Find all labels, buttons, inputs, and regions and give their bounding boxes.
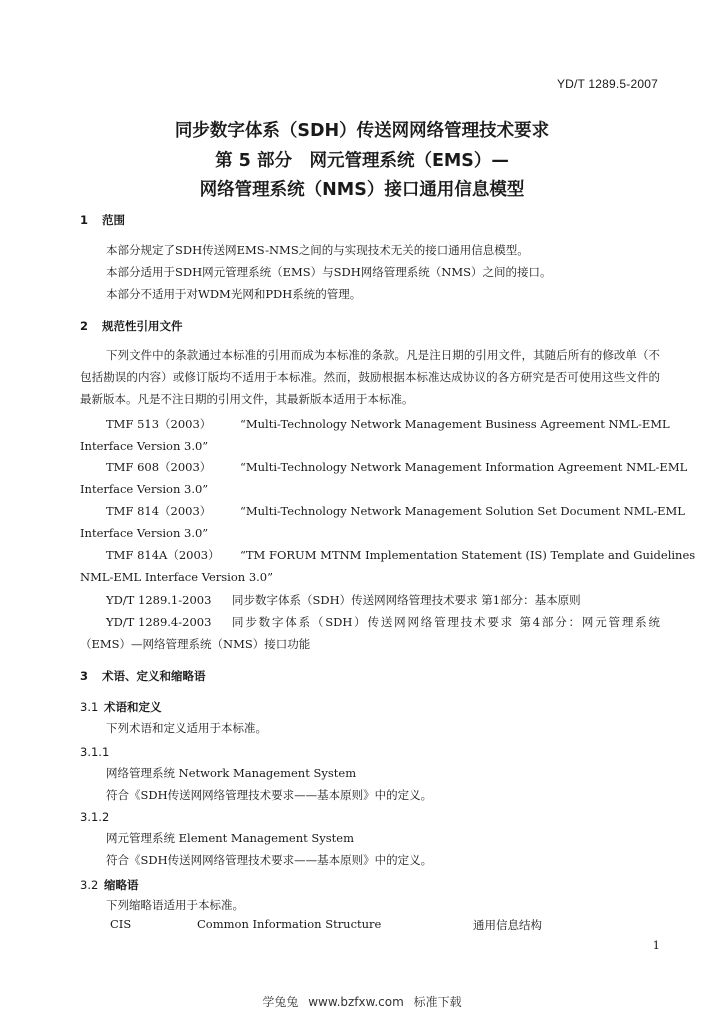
paragraph: 本部分适用于SDH网元管理系统（EMS）与SDH网络管理系统（NMS）之间的接口。	[106, 265, 552, 279]
abbreviation-chinese: 通用信息结构	[473, 918, 542, 932]
term: 网元管理系统 Element Management System	[106, 831, 354, 845]
section-number: 3	[80, 669, 89, 683]
reference-title: “Multi-Technology Network Management Business Agreement NML-EML	[240, 417, 670, 431]
reference-code: TMF 608（2003）	[106, 460, 212, 474]
reference-code: YD/T 1289.1-2003	[106, 593, 212, 607]
subsection-number: 3.2	[80, 878, 99, 892]
reference-title: 同步数字体系（SDH）传送网网络管理技术要求 第1部分：基本原则	[232, 593, 581, 607]
section-2-heading	[80, 318, 183, 334]
paragraph: 本部分不适用于对WDM光网和PDH系统的管理。	[106, 287, 362, 301]
reference-title: “Multi-Technology Network Management Information Agreement NML-EML	[240, 460, 688, 474]
subsection-3-1-heading	[80, 699, 162, 715]
reference-title-cont: Interface Version 3.0”	[80, 439, 209, 453]
section-3-heading	[80, 668, 206, 684]
title-line-1: 同步数字体系（SDH）传送网网络管理技术要求	[174, 121, 550, 141]
definition: 符合《SDH传送网网络管理技术要求——基本原则》中的定义。	[106, 853, 433, 867]
page-number: 1	[652, 938, 660, 952]
references-intro: 下列文件中的条款通过本标准的引用而成为本标准的条款。凡是注日期的引用文件，其随后所有的修改单（不包括勘误的内容）或修订版均不适用于本标准。然而，鼓励根据本标准达成协议的各方研究是否可使用这些文件的最新版本。凡是不注日期的引用文件，其最新版本适用于本标准。	[80, 348, 660, 406]
subsection-number: 3.1	[80, 700, 99, 714]
reference-title: “TM FORUM MTNM Implementation Statement (IS) Template and Guidelines	[240, 548, 696, 562]
watermark-footer: 学兔兔 www.bzfxw.com 标准下载	[262, 995, 462, 1009]
reference-title-cont: Interface Version 3.0”	[80, 526, 209, 540]
paragraph: 下列缩略语适用于本标准。	[106, 898, 244, 912]
reference-title: “Multi-Technology Network Management Solution Set Document NML-EML	[240, 504, 685, 518]
subsection-3-2-heading	[80, 877, 139, 893]
section-label: 范围	[102, 213, 125, 227]
abbreviation-full: Common Information Structure	[197, 917, 382, 931]
reference-code: TMF 513（2003）	[106, 417, 212, 431]
reference-title-cont: Interface Version 3.0”	[80, 482, 209, 496]
subsection-3-1-1-number: 3.1.1	[80, 745, 110, 759]
subsection-label: 术语和定义	[104, 700, 162, 714]
reference-code: TMF 814A（2003）	[106, 548, 220, 562]
paragraph: 本部分规定了SDH传送网EMS-NMS之间的与实现技术无关的接口通用信息模型。	[106, 243, 529, 257]
subsection-label: 缩略语	[104, 878, 139, 892]
section-1-heading	[80, 212, 125, 228]
title-line-3: 网络管理系统（NMS）接口通用信息模型	[199, 180, 525, 200]
paragraph: 下列术语和定义适用于本标准。	[106, 721, 267, 735]
definition: 符合《SDH传送网网络管理技术要求——基本原则》中的定义。	[106, 788, 433, 802]
section-label: 术语、定义和缩略语	[102, 669, 206, 683]
reference-code: TMF 814（2003）	[106, 504, 212, 518]
section-number: 1	[80, 213, 89, 227]
subsection-3-1-2-number: 3.1.2	[80, 810, 110, 824]
reference-title: 同步数字体系（SDH）传送网网络管理技术要求 第4部分：网元管理系统	[232, 615, 660, 629]
section-label: 规范性引用文件	[102, 319, 183, 333]
abbreviation-term: CIS	[110, 917, 132, 931]
standard-code: YD/T 1289.5-2007	[556, 77, 658, 91]
term: 网络管理系统 Network Management System	[106, 766, 357, 780]
reference-title-cont: NML-EML Interface Version 3.0”	[80, 570, 273, 584]
title-line-2: 第 5 部分 网元管理系统（EMS）—	[215, 151, 509, 171]
reference-title-cont: （EMS）—网络管理系统（NMS）接口功能	[80, 637, 311, 651]
section-number: 2	[80, 319, 89, 333]
reference-code: YD/T 1289.4-2003	[106, 615, 212, 629]
